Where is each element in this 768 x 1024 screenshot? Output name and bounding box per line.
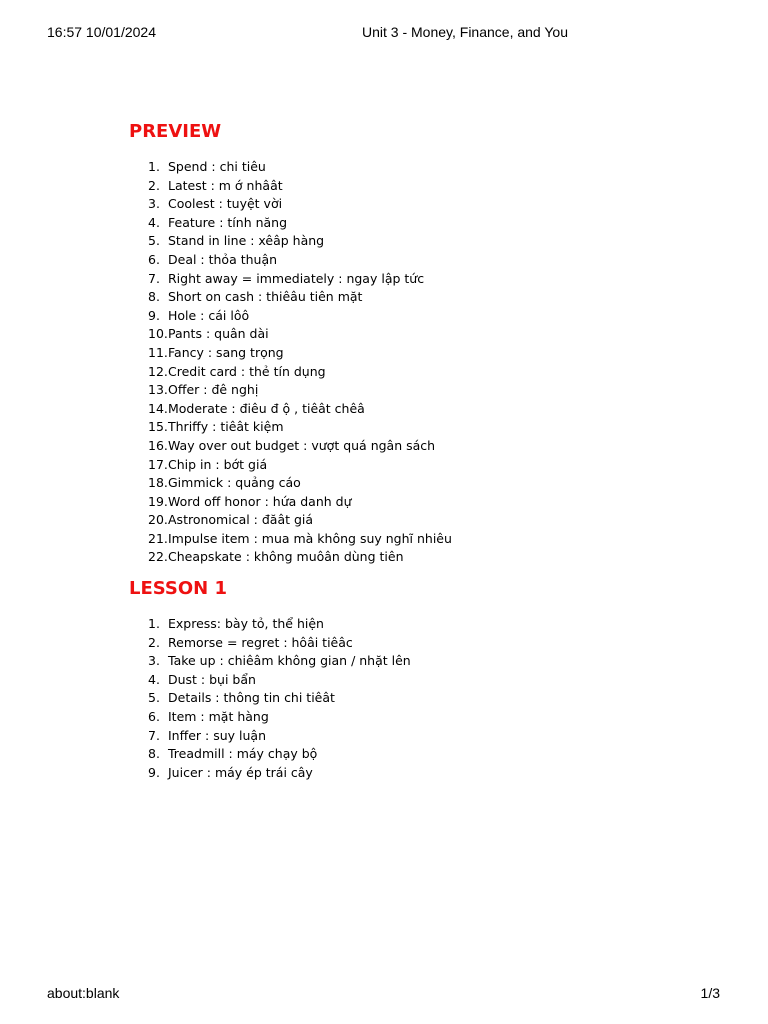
- list-item-text: Impulse item : mua mà không suy nghĩ nhiêu: [168, 530, 452, 546]
- list-item-number: 17.: [148, 456, 168, 472]
- list-item-text: Feature : tính năng: [168, 214, 288, 230]
- list-item-number: 1.: [148, 616, 160, 632]
- list-item-number: 18.: [148, 475, 168, 491]
- list-item-text: Latest : m ớ nhâât: [168, 177, 283, 193]
- list-item: [129, 288, 689, 307]
- list-item-text: Express: bày tỏ, thể hiện: [168, 616, 324, 632]
- list-item-number: 6.: [148, 251, 160, 267]
- list-item: [129, 381, 689, 400]
- list-item: [129, 437, 689, 456]
- list-item-number: 7.: [148, 727, 160, 743]
- section-preview: [129, 120, 689, 567]
- print-url: about:blank: [47, 985, 120, 1001]
- list-item-number: 15.: [148, 419, 168, 435]
- list-item-number: 1.: [148, 159, 160, 174]
- list-item: [129, 493, 689, 512]
- list-item-text: Right away = immediately : ngay lập tức: [168, 270, 425, 286]
- list-item: [129, 689, 689, 708]
- section-heading: PREVIEW: [129, 121, 222, 142]
- list-item-number: 13.: [148, 382, 168, 398]
- list-item-text: Dust : bụi bẩn: [168, 671, 256, 687]
- list-item-number: 9.: [148, 764, 160, 780]
- list-item-number: 4.: [148, 671, 160, 687]
- list-item-text: Fancy : sang trọng: [168, 344, 284, 360]
- list-item-text: Pants : quân dài: [168, 326, 269, 342]
- list-item-text: Word off honor : hứa danh dự: [168, 493, 352, 509]
- vocab-list: [129, 615, 689, 782]
- list-item-number: 8.: [148, 289, 160, 305]
- list-item-number: 19.: [148, 493, 168, 509]
- list-item-text: Stand in line : xêâp hàng: [168, 233, 325, 249]
- list-item: [129, 708, 689, 727]
- list-item-number: 21.: [148, 530, 168, 546]
- list-item: [129, 177, 689, 196]
- list-item: [129, 158, 689, 177]
- list-item: [129, 400, 689, 419]
- list-item-text: Spend : chi tiêu: [168, 159, 266, 174]
- list-item-text: Gimmick : quảng cáo: [168, 475, 301, 491]
- list-item: [129, 325, 689, 344]
- list-item-text: Inffer : suy luận: [168, 727, 266, 743]
- list-item-text: Juicer : máy ép trái cây: [168, 764, 313, 780]
- list-item-number: 11.: [148, 344, 168, 360]
- list-item-text: Hole : cái lôô: [168, 307, 250, 323]
- list-item-number: 4.: [148, 214, 160, 230]
- list-item: [129, 214, 689, 233]
- list-item-text: Deal : thỏa thuận: [168, 251, 278, 267]
- list-item-number: 7.: [148, 270, 160, 286]
- list-item-text: Credit card : thẻ tín dụng: [168, 363, 326, 379]
- list-item-text: Details : thông tin chi tiêât: [168, 690, 335, 706]
- list-item: [129, 615, 689, 634]
- list-item: [129, 764, 689, 783]
- list-item-number: 14.: [148, 400, 168, 416]
- list-item: [129, 418, 689, 437]
- list-item-text: Treadmill : máy chạy bộ: [168, 746, 318, 762]
- list-item-number: 2.: [148, 634, 160, 650]
- list-item-text: Astronomical : đăât giá: [168, 512, 314, 528]
- list-item: [129, 232, 689, 251]
- list-item: [129, 652, 689, 671]
- list-item: [129, 474, 689, 493]
- list-item: [129, 195, 689, 214]
- list-item-text: Short on cash : thiêâu tiên mặt: [168, 289, 363, 305]
- list-item-number: 6.: [148, 709, 160, 725]
- list-item-text: Chip in : bớt giá: [168, 456, 268, 472]
- list-item: [129, 456, 689, 475]
- list-item: [129, 671, 689, 690]
- print-page-number: 1/3: [700, 985, 720, 1001]
- section-lesson-1: [129, 577, 689, 782]
- list-item-text: Way over out budget : vượt quá ngân sách: [168, 437, 436, 453]
- document-body: [129, 120, 689, 782]
- list-item-text: Item : mặt hàng: [168, 709, 269, 725]
- list-item: [129, 634, 689, 653]
- list-item-number: 3.: [148, 653, 160, 669]
- list-item-number: 20.: [148, 512, 168, 528]
- list-item-text: Thriffy : tiêât kiệm: [168, 419, 284, 435]
- list-item-number: 3.: [148, 196, 160, 212]
- list-item: [129, 548, 689, 567]
- list-item-number: 2.: [148, 177, 160, 193]
- vocab-list: [129, 158, 689, 567]
- list-item-number: 16.: [148, 437, 168, 453]
- section-heading: LESSON 1: [129, 578, 228, 600]
- list-item: [129, 745, 689, 764]
- list-item-number: 8.: [148, 746, 160, 762]
- list-item: [129, 530, 689, 549]
- list-item-text: Moderate : điêu đ ộ , tiêât chêâ: [168, 400, 365, 416]
- print-document-title: Unit 3 - Money, Finance, and You: [362, 24, 568, 40]
- list-item-text: Remorse = regret : hôâi tiêâc: [168, 634, 353, 650]
- list-item: [129, 727, 689, 746]
- list-item: [129, 363, 689, 382]
- list-item: [129, 270, 689, 289]
- list-item-number: 10.: [148, 326, 168, 342]
- list-item-number: 12.: [148, 363, 168, 379]
- list-item: [129, 251, 689, 270]
- list-item-number: 22.: [148, 549, 168, 565]
- list-item-number: 5.: [148, 233, 160, 249]
- list-item-text: Offer : đê nghị: [168, 382, 259, 398]
- list-item-number: 9.: [148, 307, 160, 323]
- list-item-text: Cheapskate : không muôân dùng tiên: [168, 549, 404, 565]
- list-item: [129, 307, 689, 326]
- list-item-text: Take up : chiêâm không gian / nhặt lên: [168, 653, 411, 669]
- list-item: [129, 344, 689, 363]
- list-item: [129, 511, 689, 530]
- print-datetime: 16:57 10/01/2024: [47, 24, 156, 40]
- list-item-text: Coolest : tuyệt vời: [168, 196, 283, 212]
- list-item-number: 5.: [148, 690, 160, 706]
